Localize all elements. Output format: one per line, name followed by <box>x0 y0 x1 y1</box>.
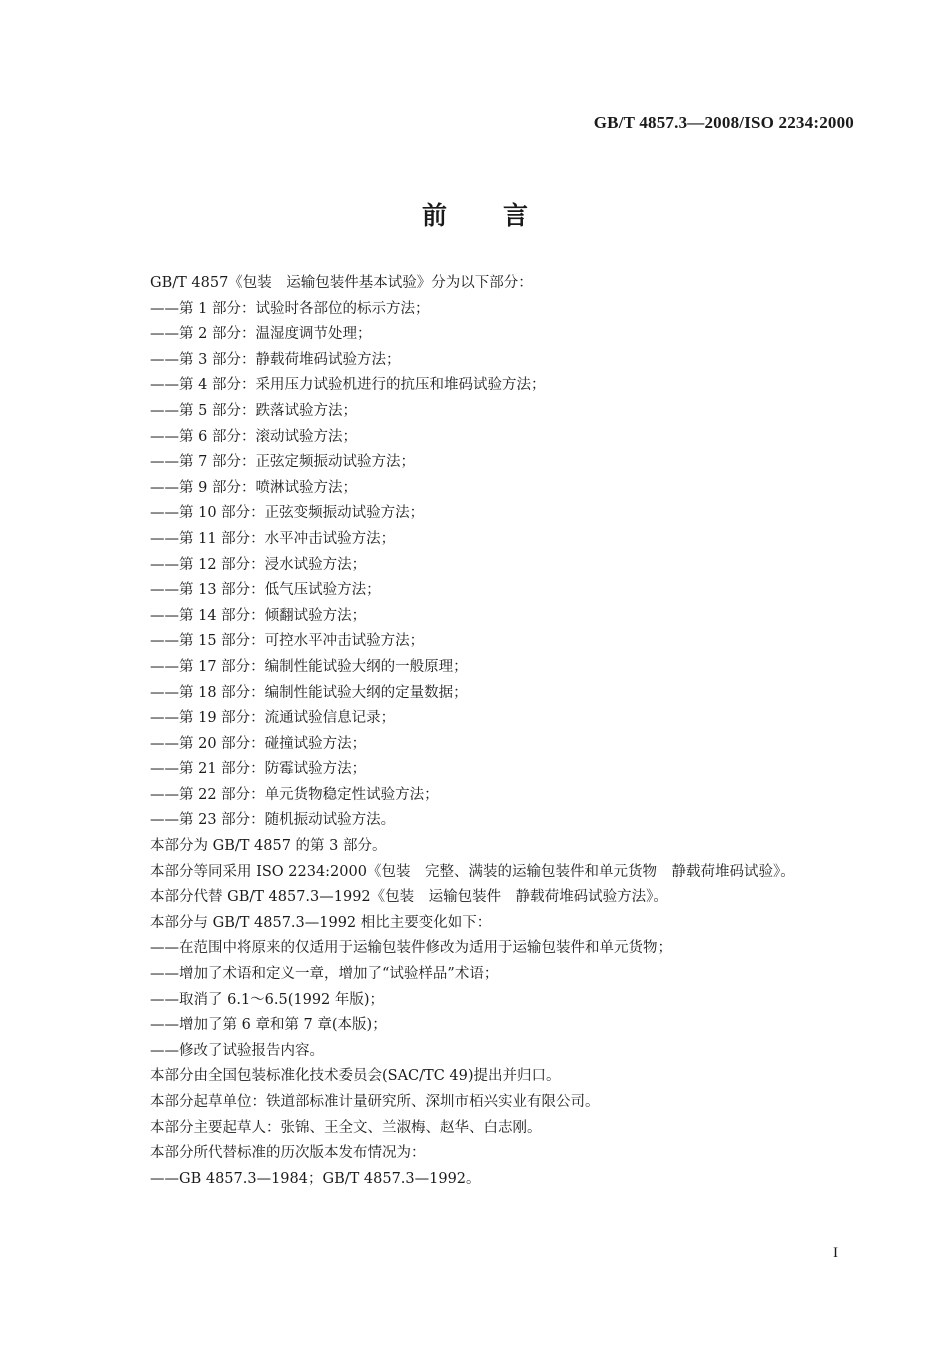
text-line: ——第 10 部分：正弦变频振动试验方法； <box>150 505 425 522</box>
standard-number: GB/T 4857.3—2008/ISO 2234:2000 <box>593 113 854 132</box>
text-line: ——第 6 部分：滚动试验方法； <box>150 428 357 445</box>
text-line: 本部分由全国包装标准化技术委员会(SAC/TC 49)提出并归口。 <box>150 1068 561 1085</box>
text-line: ——在范围中将原来的仅适用于运输包装件修改为适用于运输包装件和单元货物； <box>150 940 672 957</box>
text-line: ——第 14 部分：倾翻试验方法； <box>150 607 367 624</box>
text-line: ——第 2 部分：温湿度调节处理； <box>150 326 372 343</box>
text-line: 本部分主要起草人：张锦、王全文、兰淑梅、赵华、白志刚。 <box>150 1119 542 1136</box>
text-line: 本部分等同采用 ISO 2234:2000《包装 完整、满装的运输包装件和单元货物 静载荷堆码试验》。 <box>150 863 795 880</box>
text-line: ——第 1 部分：试验时各部位的标示方法； <box>150 300 430 317</box>
page-number: I <box>833 1245 838 1261</box>
foreword-body <box>150 271 870 1192</box>
text-line: ——第 23 部分：随机振动试验方法。 <box>150 812 396 829</box>
text-line: ——第 12 部分：浸水试验方法； <box>150 556 367 573</box>
text-line: ——第 4 部分：采用压力试验机进行的抗压和堆码试验方法； <box>150 377 546 394</box>
text-line: ——第 17 部分：编制性能试验大纲的一般原理； <box>150 658 468 675</box>
text-line: ——取消了 6.1～6.5(1992 年版)； <box>150 991 385 1008</box>
text-line: 本部分与 GB/T 4857.3—1992 相比主要变化如下： <box>150 914 492 931</box>
text-line: ——第 22 部分：单元货物稳定性试验方法； <box>150 786 439 803</box>
text-line: ——第 13 部分：低气压试验方法； <box>150 582 381 599</box>
text-line: 本部分所代替标准的历次版本发布情况为： <box>150 1145 426 1162</box>
text-line: ——第 9 部分：喷淋试验方法； <box>150 479 357 496</box>
text-line: ——增加了术语和定义一章，增加了“试验样品”术语； <box>150 966 499 983</box>
text-line: GB/T 4857《包装 运输包装件基本试验》分为以下部分： <box>150 275 533 291</box>
text-line: ——第 3 部分：静载荷堆码试验方法； <box>150 351 401 368</box>
text-line: ——第 11 部分：水平冲击试验方法； <box>150 530 396 547</box>
text-line: ——第 7 部分：正弦定频振动试验方法； <box>150 454 415 471</box>
text-line: 本部分代替 GB/T 4857.3—1992《包装 运输包装件 静载荷堆码试验方法》。 <box>150 889 668 906</box>
text-line: ——GB 4857.3—1984；GB/T 4857.3—1992。 <box>150 1170 481 1187</box>
text-line: ——第 21 部分：防霉试验方法； <box>150 761 367 778</box>
text-line: 本部分起草单位：铁道部标准计量研究所、深圳市栢兴实业有限公司。 <box>150 1094 600 1110</box>
page-title: 前言 <box>421 201 584 230</box>
text-line: 本部分为 GB/T 4857 的第 3 部分。 <box>150 838 387 855</box>
text-line: ——第 20 部分：碰撞试验方法； <box>150 735 367 752</box>
text-line: ——第 5 部分：跌落试验方法； <box>150 402 357 419</box>
text-line: ——修改了试验报告内容。 <box>150 1042 324 1059</box>
text-line: ——第 19 部分：流通试验信息记录； <box>150 710 396 727</box>
text-line: ——第 18 部分：编制性能试验大纲的定量数据； <box>150 684 468 701</box>
text-line: ——增加了第 6 章和第 7 章(本版)； <box>150 1017 387 1034</box>
text-line: ——第 15 部分：可控水平冲击试验方法； <box>150 633 425 650</box>
